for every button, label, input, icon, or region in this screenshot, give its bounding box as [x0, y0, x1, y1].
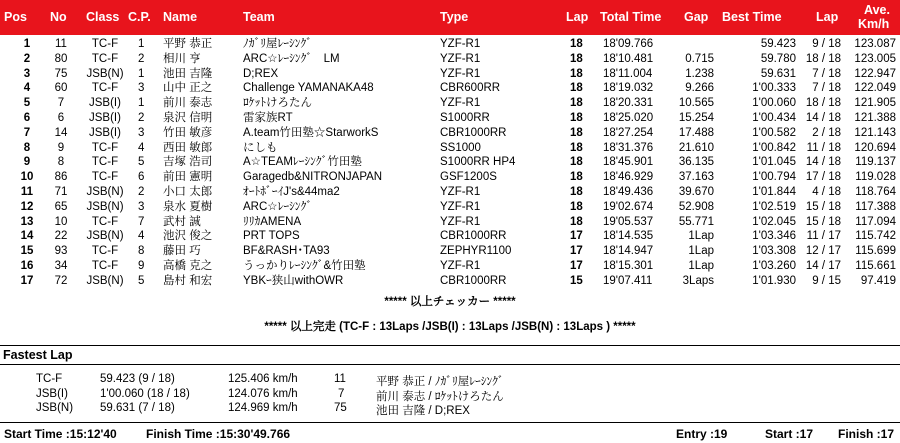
class-cell: JSB(N)	[86, 67, 124, 80]
type-cell: SS1000	[440, 141, 481, 154]
best-lap-cell: 14 / 18	[805, 156, 841, 169]
no-cell: 11	[55, 38, 67, 50]
fastest-lap-speed: 125.406 km/h	[228, 373, 298, 385]
best-lap-cell: 18 / 18	[805, 97, 841, 110]
table-row	[0, 67, 900, 82]
table-row	[0, 244, 900, 259]
best-lap-cell: 17 / 18	[805, 171, 841, 184]
cp-cell: 3	[138, 126, 145, 139]
fastest-lap-no: 75	[334, 402, 347, 414]
no-cell: 7	[57, 97, 65, 110]
total-time-cell: 18'45.901	[603, 156, 654, 169]
gap-cell: 9.266	[685, 82, 714, 95]
cp-cell: 3	[138, 82, 145, 95]
pos-cell: 5	[23, 97, 31, 110]
avg-speed-cell: 119.137	[855, 156, 896, 169]
pos-cell: 14	[20, 230, 34, 243]
lap-cell: 18	[570, 97, 583, 110]
lap-cell: 18	[570, 38, 583, 50]
class-cell: JSB(N)	[86, 200, 124, 213]
cp-cell: 2	[138, 52, 145, 65]
cp-cell: 4	[138, 141, 145, 154]
best-time-cell: 1'00.582	[752, 126, 796, 139]
avg-speed-cell: 121.143	[854, 126, 896, 139]
col-class-header: Class	[86, 10, 120, 24]
table-row	[0, 170, 900, 185]
col-lap-header: Lap	[566, 10, 589, 24]
team-cell: ARC☆ﾚｰｼﾝｸﾞ LM	[243, 52, 340, 65]
rider-name-cell: 小口 太郎	[163, 186, 213, 198]
rider-name-cell: 前田 憲明	[163, 171, 213, 184]
table-row	[0, 52, 900, 67]
col-best-lap-header: Lap	[816, 10, 839, 24]
rider-name-cell: 池田 吉隆	[163, 67, 213, 80]
no-cell: 72	[54, 274, 68, 287]
best-time-cell: 1'00.434	[752, 112, 796, 124]
lap-cell: 17	[570, 230, 583, 243]
pos-cell: 4	[23, 82, 31, 95]
gap-cell: 17.488	[678, 126, 714, 139]
no-cell: 93	[54, 245, 68, 258]
class-cell: TC-F	[91, 260, 119, 272]
divider	[0, 345, 900, 346]
col-cp-header: C.P.	[128, 10, 151, 24]
team-cell: PRT TOPS	[243, 230, 300, 243]
best-time-cell: 1'03.346	[752, 230, 796, 243]
best-lap-cell: 14 / 18	[805, 112, 841, 124]
total-time-cell: 19'05.537	[603, 215, 654, 228]
lap-cell: 17	[570, 245, 583, 258]
lap-cell: 17	[570, 260, 583, 272]
lap-cell: 18	[570, 156, 583, 169]
team-cell: D;REX	[243, 67, 279, 80]
no-cell: 65	[54, 200, 68, 213]
class-cell: TC-F	[91, 171, 119, 184]
best-time-cell: 1'00.842	[752, 141, 796, 154]
total-time-cell: 18'10.481	[603, 52, 654, 65]
team-cell: にしも	[243, 141, 278, 154]
avg-speed-cell: 120.694	[854, 141, 896, 154]
best-time-cell: 1'02.519	[752, 200, 796, 213]
col-ave-header-line2: Km/h	[858, 17, 890, 31]
no-cell: 34	[54, 260, 68, 272]
team-cell: YBKｰ狭山withOWR	[243, 274, 344, 287]
avg-speed-cell: 119.028	[855, 171, 896, 184]
class-cell: JSB(I)	[89, 126, 121, 139]
total-time-cell: 18'14.535	[603, 230, 654, 243]
avg-speed-cell: 117.388	[855, 200, 896, 213]
table-row	[0, 229, 900, 244]
fastest-lap-title: Fastest Lap	[3, 348, 73, 362]
col-type-header: Type	[440, 10, 469, 24]
cp-cell: 8	[138, 245, 145, 258]
pos-cell: 16	[20, 260, 34, 272]
fastest-lap-rider: 平野 恭正 / ﾉｶﾞﾘ屋ﾚｰｼﾝｸﾞ	[376, 376, 504, 388]
best-lap-cell: 11 / 18	[806, 141, 841, 154]
table-row	[0, 96, 900, 111]
col-ave-header-line1: Ave.	[864, 3, 890, 17]
team-cell: ﾛｹｯﾄけろたん	[243, 97, 312, 110]
total-time-cell: 18'15.301	[603, 260, 654, 272]
no-cell: 60	[54, 82, 68, 95]
lap-cell: 18	[570, 67, 583, 80]
cp-cell: 5	[138, 156, 145, 169]
no-cell: 80	[54, 52, 68, 65]
cp-cell: 1	[138, 97, 145, 110]
no-cell: 75	[54, 67, 68, 80]
table-row	[0, 111, 900, 126]
rider-name-cell: 西田 敏郎	[163, 141, 213, 154]
team-cell: BF&RASH･TA93	[243, 245, 330, 258]
best-lap-cell: 14 / 17	[805, 260, 841, 272]
rider-name-cell: 島村 和宏	[163, 274, 213, 287]
cp-cell: 6	[138, 171, 145, 184]
total-time-cell: 18'11.004	[603, 67, 653, 80]
class-cell: TC-F	[91, 52, 119, 65]
pos-cell: 6	[23, 112, 31, 124]
no-cell: 10	[54, 215, 68, 228]
col-team-header: Team	[243, 10, 275, 24]
fastest-lap-time: 59.631 (7 / 18)	[100, 402, 175, 414]
class-cell: TC-F	[91, 141, 119, 154]
type-cell: CBR1000RR	[440, 230, 507, 243]
type-cell: S1000RR	[440, 112, 490, 124]
best-time-cell: 1'02.045	[752, 215, 796, 228]
type-cell: CBR1000RR	[440, 274, 507, 287]
divider	[0, 422, 900, 423]
total-time-cell: 18'27.254	[603, 126, 654, 139]
table-row	[0, 274, 900, 289]
gap-cell: 10.565	[678, 97, 714, 110]
type-cell: CBR1000RR	[440, 126, 507, 139]
team-cell: ARC☆ﾚｰｼﾝｸﾞ	[243, 200, 313, 213]
fastest-lap-class: TC-F	[36, 373, 63, 385]
finish-time: Finish Time :15:30'49.766	[146, 427, 291, 441]
type-cell: YZF-R1	[440, 200, 481, 213]
table-row	[0, 215, 900, 230]
fastest-lap-rider: 前川 泰志 / ﾛｹｯﾄけろたん	[376, 391, 504, 403]
rider-name-cell: 藤田 巧	[163, 245, 201, 258]
no-cell: 6	[57, 112, 65, 124]
avg-speed-cell: 97.419	[860, 274, 896, 287]
type-cell: YZF-R1	[440, 97, 481, 110]
gap-cell: 1Lap	[688, 230, 714, 243]
rider-name-cell: 竹田 敏彦	[163, 126, 213, 139]
avg-speed-cell: 123.005	[854, 52, 896, 65]
fastest-lap-no: 11	[334, 373, 346, 385]
no-cell: 86	[54, 171, 68, 184]
table-row	[0, 141, 900, 156]
best-lap-cell: 7 / 18	[812, 67, 841, 80]
avg-speed-cell: 122.049	[854, 82, 896, 95]
lap-cell: 18	[570, 112, 583, 124]
lap-cell: 15	[570, 274, 583, 287]
col-best-time-header: Best Time	[722, 10, 782, 24]
lap-cell: 18	[570, 200, 583, 213]
rider-name-cell: 吉塚 浩司	[163, 156, 213, 169]
avg-speed-cell: 118.764	[855, 186, 896, 198]
cp-cell: 3	[138, 200, 145, 213]
rider-name-cell: 泉沢 信明	[163, 112, 213, 124]
avg-speed-cell: 115.742	[855, 230, 896, 243]
rider-name-cell: 相川 亨	[163, 52, 201, 65]
cp-cell: 2	[138, 186, 145, 198]
no-cell: 8	[57, 156, 65, 169]
best-time-cell: 1'00.060	[752, 97, 796, 110]
best-lap-cell: 9 / 18	[812, 38, 841, 50]
team-cell: うっかりﾚｰｼﾝｸﾞ&竹田塾	[243, 260, 366, 272]
avg-speed-cell: 115.699	[855, 245, 896, 258]
total-time-cell: 18'46.929	[603, 171, 654, 184]
gap-cell: 0.715	[685, 52, 714, 65]
best-lap-cell: 11 / 17	[806, 230, 841, 243]
avg-speed-cell: 122.947	[854, 67, 896, 80]
fastest-lap-time: 59.423 (9 / 18)	[100, 373, 175, 385]
type-cell: ZEPHYR1100	[440, 245, 512, 258]
rider-name-cell: 山中 正之	[163, 82, 213, 95]
pos-cell: 2	[23, 52, 31, 65]
table-row	[0, 259, 900, 274]
type-cell: YZF-R1	[440, 186, 481, 198]
rider-name-cell: 前川 泰志	[163, 97, 213, 110]
total-time-cell: 18'20.331	[603, 97, 654, 110]
team-cell: ﾉｶﾞﾘ屋ﾚｰｼﾝｸﾞ	[243, 38, 312, 50]
best-time-cell: 1'01.045	[752, 156, 796, 169]
type-cell: GSF1200S	[440, 171, 497, 184]
best-lap-cell: 15 / 18	[805, 215, 841, 228]
type-cell: YZF-R1	[440, 215, 481, 228]
rider-name-cell: 武村 誠	[163, 215, 201, 228]
lap-cell: 18	[570, 186, 583, 198]
type-cell: YZF-R1	[440, 260, 481, 272]
gap-cell: 52.908	[678, 200, 714, 213]
team-cell: ｵｰﾄﾎﾞｰｲJ's&44ma2	[243, 186, 340, 198]
pos-cell: 17	[20, 274, 34, 287]
class-cell: TC-F	[91, 215, 119, 228]
fastest-lap-no: 7	[338, 388, 345, 400]
no-cell: 22	[54, 230, 68, 243]
rider-name-cell: 泉水 夏樹	[163, 200, 213, 213]
gap-cell: 1Lap	[688, 245, 714, 258]
best-time-cell: 59.780	[760, 52, 796, 65]
total-time-cell: 18'19.032	[603, 82, 654, 95]
best-lap-cell: 15 / 18	[805, 200, 841, 213]
rider-name-cell: 池沢 俊之	[163, 230, 213, 243]
finish-summary-line: ***** 以上完走 (TC-F : 13Laps /JSB(I) : 13Laps /JSB(N) : 13Laps ) *****	[264, 321, 636, 333]
pos-cell: 8	[23, 141, 31, 154]
no-cell: 14	[54, 126, 68, 139]
class-cell: JSB(I)	[89, 112, 121, 124]
class-cell: TC-F	[91, 156, 119, 169]
pos-cell: 13	[20, 215, 34, 228]
pos-cell: 1	[23, 38, 31, 50]
gap-cell: 36.135	[678, 156, 714, 169]
col-no-header: No	[50, 10, 67, 24]
cp-cell: 1	[138, 67, 145, 80]
team-cell: A☆TEAMﾚｰｼﾝｸﾞ竹田塾	[243, 156, 362, 169]
checker-line: ***** 以上チェッカー *****	[384, 296, 516, 308]
pos-cell: 15	[20, 245, 34, 258]
total-time-cell: 19'07.411	[603, 274, 653, 287]
best-time-cell: 1'00.794	[752, 171, 796, 184]
total-time-cell: 18'14.947	[603, 245, 654, 258]
rider-name-cell: 高橋 克之	[163, 260, 213, 272]
gap-cell: 15.254	[678, 112, 714, 124]
team-cell: Garagedb&NITRONJAPAN	[243, 171, 383, 184]
avg-speed-cell: 121.905	[854, 97, 896, 110]
best-lap-cell: 2 / 18	[812, 126, 841, 139]
lap-cell: 18	[570, 52, 583, 65]
table-row	[0, 155, 900, 170]
team-cell: A.team竹田塾☆StarworkS	[243, 126, 379, 139]
fastest-lap-time: 1'00.060 (18 / 18)	[100, 388, 190, 400]
table-row	[0, 81, 900, 96]
table-row	[0, 126, 900, 141]
cp-cell: 1	[138, 38, 145, 50]
cp-cell: 5	[138, 274, 145, 287]
total-time-cell: 19'02.674	[603, 200, 654, 213]
avg-speed-cell: 123.087	[854, 38, 896, 50]
lap-cell: 18	[570, 171, 583, 184]
entry-count: Entry :19	[676, 427, 728, 441]
no-cell: 9	[57, 141, 65, 154]
table-row	[0, 200, 900, 215]
total-time-cell: 18'31.376	[603, 141, 654, 154]
best-time-cell: 1'03.308	[752, 245, 796, 258]
gap-cell: 1.238	[685, 67, 714, 80]
fastest-lap-class: JSB(I)	[36, 388, 68, 400]
col-pos-header: Pos	[4, 10, 27, 24]
fastest-lap-speed: 124.076 km/h	[228, 388, 298, 400]
cp-cell: 4	[138, 230, 145, 243]
gap-cell: 21.610	[678, 141, 714, 154]
total-time-cell: 18'25.020	[603, 112, 654, 124]
gap-cell: 37.163	[678, 171, 714, 184]
lap-cell: 18	[570, 126, 583, 139]
total-time-cell: 18'49.436	[603, 186, 654, 198]
type-cell: S1000RR HP4	[440, 156, 516, 169]
pos-cell: 9	[23, 156, 31, 169]
best-lap-cell: 4 / 18	[812, 186, 841, 198]
type-cell: CBR600RR	[440, 82, 501, 95]
gap-cell: 39.670	[678, 186, 714, 198]
fastest-lap-class: JSB(N)	[36, 402, 74, 414]
best-lap-cell: 9 / 15	[812, 274, 841, 287]
pos-cell: 11	[20, 186, 34, 198]
avg-speed-cell: 115.661	[855, 260, 896, 272]
best-lap-cell: 18 / 18	[805, 52, 841, 65]
team-cell: ﾘﾘｶAMENA	[243, 215, 302, 228]
gap-cell: 1Lap	[688, 260, 714, 272]
no-cell: 71	[54, 186, 68, 198]
team-cell: 雷家族RT	[243, 112, 293, 124]
best-time-cell: 59.631	[760, 67, 796, 80]
avg-speed-cell: 117.094	[855, 215, 896, 228]
gap-cell: 3Laps	[682, 274, 714, 287]
divider	[0, 364, 900, 365]
best-time-cell: 1'00.333	[752, 82, 796, 95]
lap-cell: 18	[570, 141, 583, 154]
best-time-cell: 59.423	[760, 38, 796, 50]
start-count: Start :17	[765, 427, 814, 441]
lap-cell: 18	[570, 82, 583, 95]
class-cell: JSB(N)	[86, 274, 124, 287]
col-gap-header: Gap	[684, 10, 709, 24]
table-row	[0, 37, 900, 52]
class-cell: JSB(N)	[86, 186, 124, 198]
lap-cell: 18	[570, 215, 583, 228]
class-cell: TC-F	[91, 38, 119, 50]
class-cell: TC-F	[91, 82, 119, 95]
pos-cell: 10	[20, 171, 34, 184]
pos-cell: 7	[23, 126, 31, 139]
cp-cell: 9	[138, 260, 145, 272]
gap-cell: 55.771	[678, 215, 714, 228]
results-table-header	[0, 0, 900, 35]
table-row	[0, 185, 900, 200]
type-cell: YZF-R1	[440, 67, 481, 80]
col-name-header: Name	[163, 10, 198, 24]
team-cell: Challenge YAMANAKA48	[243, 82, 374, 95]
pos-cell: 3	[23, 67, 31, 80]
cp-cell: 7	[138, 215, 145, 228]
class-cell: TC-F	[91, 245, 119, 258]
best-lap-cell: 7 / 18	[812, 82, 841, 95]
start-time: Start Time :15:12'40	[4, 427, 117, 441]
type-cell: YZF-R1	[440, 38, 481, 50]
total-time-cell: 18'09.766	[603, 38, 654, 50]
type-cell: YZF-R1	[440, 52, 481, 65]
class-cell: JSB(N)	[86, 230, 124, 243]
pos-cell: 12	[20, 200, 34, 213]
col-total-time-header: Total Time	[600, 10, 662, 24]
best-lap-cell: 12 / 17	[805, 245, 841, 258]
rider-name-cell: 平野 恭正	[163, 38, 213, 50]
class-cell: JSB(I)	[89, 97, 121, 110]
avg-speed-cell: 121.388	[854, 112, 896, 124]
finish-count: Finish :17	[838, 427, 895, 441]
best-time-cell: 1'03.260	[752, 260, 796, 272]
fastest-lap-rider: 池田 吉隆 / D;REX	[376, 405, 470, 417]
best-time-cell: 1'01.844	[752, 186, 796, 198]
cp-cell: 2	[138, 112, 145, 124]
best-time-cell: 1'01.930	[752, 274, 796, 287]
fastest-lap-speed: 124.969 km/h	[228, 402, 298, 414]
